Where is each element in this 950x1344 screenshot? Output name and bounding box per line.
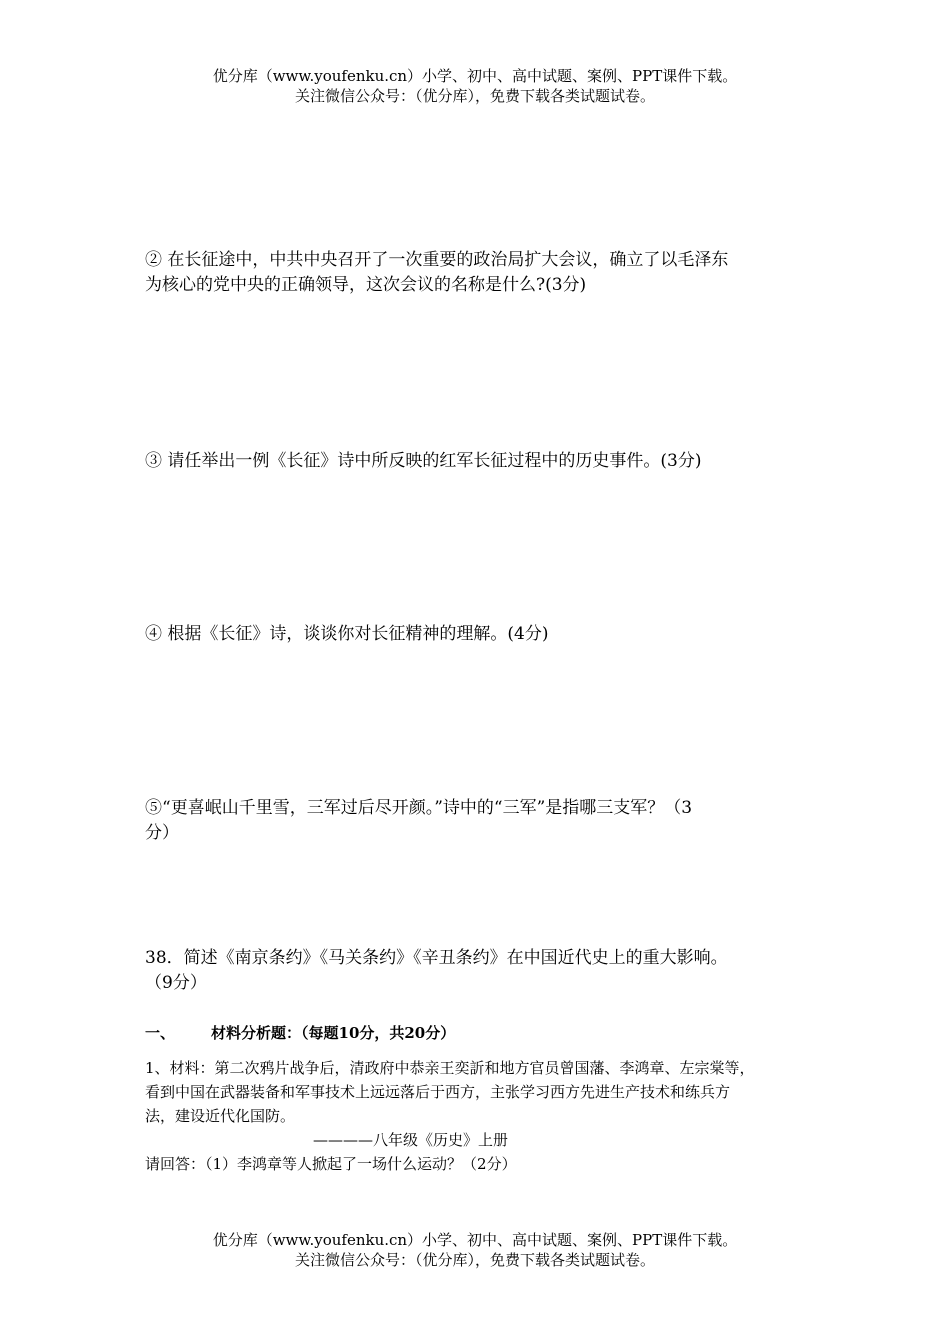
question-3-text: ③ 请任举出一例《长征》诗中所反映的红军长征过程中的历史事件。(3分) [145,451,702,471]
question-3 [145,449,825,474]
header-line-1: 优分库（www.youfenku.cn）小学、初中、高中试题、案例、PPT课件下载。 [212,67,738,85]
section-heading [145,1021,825,1045]
question-5 [145,796,825,846]
material-line-2: 看到中国在武器装备和军事技术上远远落后于西方，主张学习西方先进生产技术和练兵方 [145,1083,731,1101]
question-2-line-1: ② 在长征途中，中共中央召开了一次重要的政治局扩大会议，确立了以毛泽东 [145,250,729,270]
question-5-line-1: ⑤“更喜岷山千里雪，三军过后尽开颜。”诗中的“三军”是指哪三支军？（3 [145,798,693,818]
page-header [0,66,950,106]
material-source: ————八年级《历史》上册 [313,1131,509,1149]
material-line-3: 法，建设近代化国防。 [145,1107,296,1125]
material-question-1: 请回答：（1）李鸿章等人掀起了一场什么运动？（2分） [145,1155,517,1173]
question-5-line-2: 分） [145,823,179,843]
question-38-line-2: （9分） [145,973,207,993]
section-number: 一、 [145,1024,176,1042]
material-1 [145,1056,825,1176]
page-footer [0,1230,950,1270]
question-4 [145,622,825,647]
material-line-1: 1、材料：第二次鸦片战争后，清政府中恭亲王奕訢和地方官员曾国藩、李鸿章、左宗棠等， [145,1059,755,1077]
footer-line-1: 优分库（www.youfenku.cn）小学、初中、高中试题、案例、PPT课件下载。 [212,1231,738,1249]
question-38-line-1: 38．简述《南京条约》《马关条约》《辛丑条约》在中国近代史上的重大影响。 [145,948,728,968]
question-2 [145,248,825,298]
question-38 [145,946,825,996]
header-line-2: 关注微信公众号：（优分库），免费下载各类试题试卷。 [294,87,655,105]
question-4-text: ④ 根据《长征》诗，谈谈你对长征精神的理解。(4分) [145,624,549,644]
question-2-line-2: 为核心的党中央的正确领导，这次会议的名称是什么?(3分) [145,275,587,295]
footer-line-2: 关注微信公众号：（优分库），免费下载各类试题试卷。 [294,1251,655,1269]
section-title: 材料分析题：（每题10分，共20分） [211,1024,456,1042]
